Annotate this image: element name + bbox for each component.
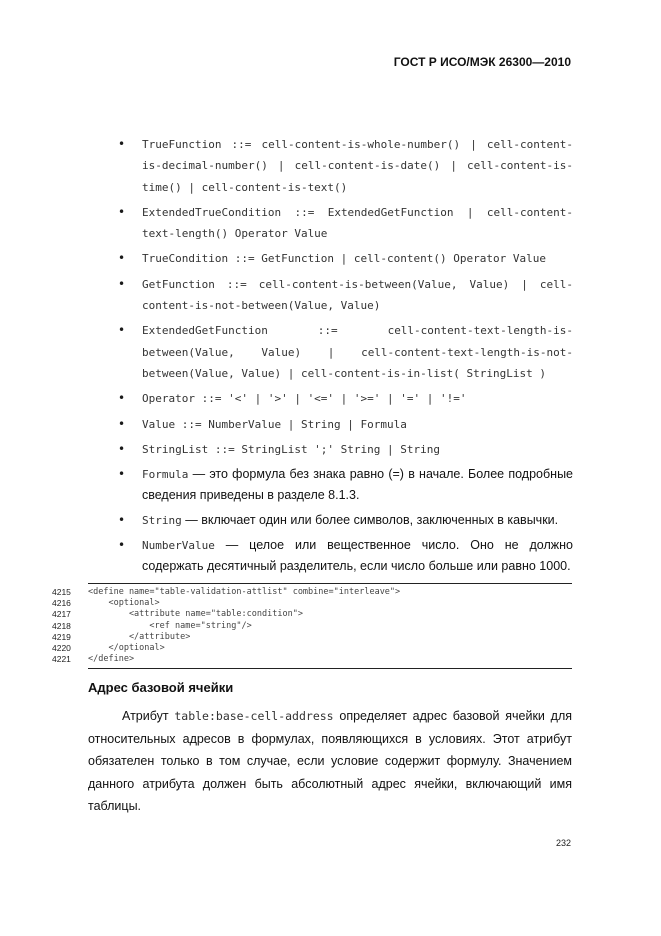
list-item bbox=[118, 388, 573, 409]
line-number: 4217 bbox=[52, 609, 71, 620]
grammar-rule: Value ::= NumberValue | String | Formula bbox=[142, 417, 407, 431]
code-listing bbox=[52, 583, 572, 669]
list-item bbox=[118, 248, 573, 269]
bullet-icon: • bbox=[118, 416, 126, 431]
term-description: — целое или вещественное число. Оно не должно содержать десятичный разделитель, если число больше или равно 1000. bbox=[142, 538, 573, 574]
term: String bbox=[142, 513, 182, 527]
term: NumberValue bbox=[142, 539, 215, 553]
grammar-rule: TrueCondition ::= GetFunction | cell-content() Operator Value bbox=[142, 252, 546, 266]
bullet-icon: • bbox=[118, 204, 126, 219]
bullet-icon: • bbox=[118, 251, 126, 266]
bullet-icon: • bbox=[118, 512, 126, 527]
term-description: — включает один или более символов, заключенных в кавычки. bbox=[181, 512, 559, 527]
document-header: ГОСТ Р ИСО/МЭК 26300—2010 bbox=[393, 55, 571, 69]
list-item bbox=[118, 439, 573, 460]
bullet-icon: • bbox=[118, 137, 126, 151]
body-paragraph bbox=[88, 705, 572, 818]
bullet-icon: • bbox=[118, 391, 126, 406]
code-text: <optional> bbox=[88, 598, 160, 609]
grammar-rule: ExtendedGetFunction ::= cell-content-text-length-is-between(Value, Value) | cell-content-text-length-is-not-between(Value, Value) | cell-content-is-in-list( StringList ) bbox=[142, 324, 573, 380]
code-text: </attribute> bbox=[88, 631, 191, 642]
bullet-icon: • bbox=[118, 276, 126, 291]
list-item bbox=[118, 134, 573, 198]
line-number: 4218 bbox=[52, 620, 71, 631]
code-text: </define> bbox=[88, 654, 135, 665]
code-line bbox=[52, 620, 572, 632]
bullet-icon: • bbox=[118, 323, 126, 338]
list-item bbox=[118, 202, 573, 245]
code-line bbox=[52, 642, 572, 654]
paragraph-text-end: определяет адрес базовой ячейки для относительных адресов в формулах, появляющихся в условиях. Этот атрибут обязателен только в том случае, если условие содержит формулу. Значением данного атрибута должен быть абсолютный адрес ячейки, включающий имя таблицы. bbox=[88, 709, 573, 813]
page-number: 232 bbox=[555, 838, 571, 848]
attribute-name: table:base-cell-address bbox=[174, 709, 334, 723]
grammar-rule: TrueFunction ::= cell-content-is-whole-number() | cell-content-is-decimal-number() | cell-content-is-date() | cell-content-is-time() | cell-content-is-text() bbox=[142, 138, 573, 194]
list-item bbox=[118, 464, 573, 506]
list-item bbox=[118, 414, 573, 435]
code-text: <ref name="string"/> bbox=[88, 620, 252, 631]
list-item bbox=[118, 510, 573, 531]
grammar-rule: ExtendedTrueCondition ::= ExtendedGetFunction | cell-content-text-length() Operator Value bbox=[142, 205, 573, 241]
paragraph-text-start: Атрибут bbox=[122, 709, 175, 723]
line-number: 4219 bbox=[52, 631, 71, 642]
list-item bbox=[118, 535, 573, 577]
line-number: 4220 bbox=[52, 642, 71, 653]
grammar-rule: StringList ::= StringList ';' String | String bbox=[142, 442, 441, 456]
code-line bbox=[52, 609, 572, 620]
code-text: <attribute name="table:condition"> bbox=[88, 609, 303, 620]
line-number: 4215 bbox=[52, 587, 71, 597]
term-description: — это формула без знака равно (=) в начале. Более подробные сведения приведены в разделе 8.1.3. bbox=[142, 467, 573, 503]
grammar-list bbox=[118, 134, 573, 581]
code-line bbox=[52, 631, 572, 643]
bullet-icon: • bbox=[118, 467, 126, 482]
list-item bbox=[118, 274, 573, 317]
bullet-icon: • bbox=[118, 441, 126, 456]
term: Formula bbox=[142, 468, 189, 482]
grammar-rule: GetFunction ::= cell-content-is-between(Value, Value) | cell-content-is-not-between(Value, Value) bbox=[142, 277, 573, 313]
grammar-rule: Operator ::= '<' | '>' | '<=' | '>=' | '=' | '!=' bbox=[142, 392, 467, 406]
code-text: <define name="table-validation-attlist" combine="interleave"> bbox=[88, 587, 401, 597]
code-line bbox=[52, 587, 572, 598]
section-heading: Адрес базовой ячейки bbox=[88, 680, 234, 695]
code-text: </optional> bbox=[88, 642, 165, 653]
line-number: 4221 bbox=[52, 654, 71, 665]
list-item bbox=[118, 320, 573, 384]
bullet-icon: • bbox=[118, 538, 126, 553]
code-line bbox=[52, 598, 572, 609]
code-line bbox=[52, 654, 572, 665]
line-number: 4216 bbox=[52, 598, 71, 609]
